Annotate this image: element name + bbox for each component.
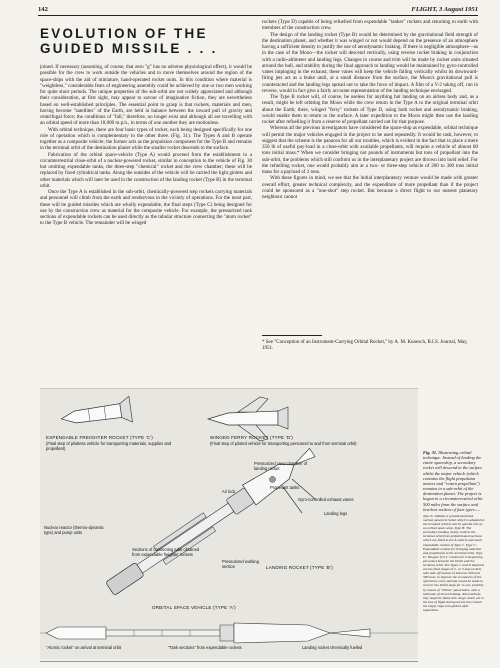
- landing-legs-label: Landing legs: [324, 511, 348, 516]
- figure-caption: [423, 450, 485, 612]
- connecting-tube-label: Sections of connecting tube obtained from expendable freighter rockets: [132, 547, 200, 558]
- footnote: * See "Conception of an Instrument-Carrying Orbital Rocket," by A. M. Kunesch, B.I.S. Journal, May, 1951.: [262, 340, 468, 352]
- type-d-subtitle: (Final step of piloted vehicle for transporting personnel to and from terminal orbit): [210, 441, 357, 446]
- article-title: [40, 26, 250, 56]
- atomic-rocket-label: "Atomic rocket" on arrival at terminal orbit: [46, 645, 122, 650]
- crew-chamber-label: Pressurized crew chamber of landing rocket: [254, 461, 308, 472]
- column-2: [262, 19, 478, 334]
- figure-31: [40, 388, 418, 659]
- rocket-drawing: [40, 389, 418, 659]
- page-number: 142: [38, 6, 48, 13]
- journal-header: FLIGHT, 3 August 1951: [411, 6, 478, 13]
- header-rule: [38, 15, 478, 16]
- pressurized-working-label: Pressurized working section: [222, 559, 259, 570]
- footnote-rule: [262, 335, 322, 336]
- nuclear-reactor-label: Nuclear reactor (thermo-dynamic type) and pump units: [44, 525, 104, 536]
- type-c-rocket: [60, 396, 133, 431]
- figure-caption-types: Type A: Initially a ground-launched nuclear-powered rocket which is adapted in the terminal orbit to suit its special role as an orbital space-ship. Type B: The secondary landing rocket, built in the terminal orbit from prefabricated sections which are fitted to the A vehicle and small expendable rockets of Type C. Type C: Expendable rockets for bringing material and propellants to the terminal orbit. Type D: Winged "ferry" rockets for transporting personnel between the Earth and the terminal orbit. The Types C and D depicted are the final stages of 2- or 3-step rockets with take-off masses of between 200 and 300 tons; to improve the economics of the operation, every attempt would be made to recover the initial steps for re-use, possibly by means of "ribbon" parachutes, with a minimum of thrust braking. Alternatively, they might be fitted with wings which act in the line of flight during ascent but convert the empty steps into gliders after separation.: [423, 513, 485, 613]
- col2-paragraph: The design of the landing rocket (Type B) would be determined by the gravitational field strength of the destination planet, and whether it was winged or not would depend on the presence of an atmosphere having a sufficient density to justify the use of aerodynamic braking. If there is negligible atmosphere—as in the case of the Moon—the rocket will descend vertically, using reverse rocket braking in conjunction with a radio-altimeter and landing legs. Changes in course and trim will be made by rocket units situated around the hull, and stability during the final approach to landing would be maintained by gyro-controlled vanes impinging in the exhaust; these vanes will keep the vehicle falling vertically whilst its downward-firing jets act as a brake until, at a small distance from the surface, the Moon's gravitational pull is counteracted and the landing legs spread out to take the force of impact. A film of a V-2 taking off, run in reverse, would in fact give a fairly accurate representation of the landing technique envisaged.: [262, 31, 478, 94]
- col2-paragraph: With these figures in mind, we see that the initial interplanetary venture would be made with greater overall effort, greater technical complexity, and the expenditure of more propellant than if the project could be sponsored as a "one-shot" step rocket. But because a direct flight to our nearest planetary neighbour cannot: [262, 175, 478, 200]
- propellant-tanks-label: Propellant tanks: [270, 485, 300, 490]
- col1-paragraph: Fabrication of the orbital space-vehicle (Type A) would proceed from the establishment in a circumterrestrial close-orbit of a nuclear-powered rocket, similar in conception to the vehicle of Fig. 30 but omitting expendable tanks, the three-step "chemical" rocket and the crew chamber; these will be replaced by fixed cylindrical tanks. Along the outsides of the vehicle will be carried the light girders and other materials which will later be used in the construction of the landing rocket (Type B) in the terminal orbit.: [40, 151, 252, 189]
- landing-rocket-title: LANDING ROCKET (TYPE 'B'): [266, 565, 333, 570]
- figure-number: Fig. 31.: [423, 450, 438, 455]
- col2-paragraph: Whereas all the previous investigators have considered the space-ship as expendable, orbital technique will permit the major vehicles engaged in the project to be used repeatedly. It would be rash, however, to suggest that the scheme is the panacea for all our troubles, which is evident in the fact that to place a mere 350 lb of useful pay-load in a close-orbit with available propellants, will require a vehicle of almost 80 tons initial mass.* When we consider bringing not pounds of instruments but tons of propellant into the sub-orbit, the problems which still confront us in the interplanetary project are thrown into bold relief. For the refuelling rocket, one would probably aim at a two- or three-step vehicle of 200 to 300 tons initial mass for a payload of 2 tons.: [262, 125, 478, 175]
- column-1: [40, 64, 252, 364]
- type-c-subtitle: (Final step of pilotless vehicle for transporting materials, supplies and propellant): [46, 441, 172, 452]
- col1-paragraph: With orbital technique, there are four basic types of rocket, each being designed specifically for one role of operation which is complementary to the other three. (Fig. 31). The Types A and B operate together as a composite vehicle; the former acts as the propulsion component for the Type B and remains in the terminal orbit of the destination planet while the smaller rocket descends to the surface.: [40, 126, 252, 152]
- type-c-title: EXPENDABLE FREIGHTER ROCKET (TYPE 'C'): [46, 435, 154, 440]
- type-d-title: WINGED FERRY ROCKET (TYPE 'D'): [210, 435, 293, 440]
- gyro-vanes-label: Gyro-controlled exhaust vanes: [298, 497, 354, 502]
- landing-chemically-label: Landing rocket chemically fuelled: [302, 645, 363, 650]
- title-line-2: GUIDED MISSILE . . .: [40, 41, 218, 56]
- orbital-vehicle-title: ORBITAL SPACE VEHICLE (TYPE 'A'): [152, 605, 236, 610]
- figure-bottom-rule: [40, 661, 418, 662]
- col2-paragraph: The Type B rocket will, of course, be useless for anything but landing on an airless body and, as a result, might be left orbiting the Moon while the crew return in the Type A to the original terminal orbit about the Earth; there, winged "ferry" rockets of Type D, using both rocket and aerodynamic braking, would enable them to return to the surface. A later expedition to the Moon might then use the landing rocket after refuelling it from a reserve of propellant carried out for that purpose.: [262, 94, 478, 125]
- orbital-vehicle-strip: [40, 623, 418, 643]
- air-lock-label: Air lock: [222, 489, 236, 494]
- figure-caption-text: Illustrating orbital technique. Instead of landing the entire spaceship, a secondary rocket will descend to the surface whilst the major vehicle (which contains the flight propulsion motors and "return propellant") remains in a sub-orbit of the destination planet. The project is begun in a circumterrestrial orbit 500 miles from the surface and involves rockets of four types:—: [423, 450, 483, 512]
- col1-paragraph: joined. If necessary (assuming, of course, that zero "g" has no adverse physiological effect), it would be possible for the crew to work outside the vehicles and to move themselves around the region of the space-ships with the aid of miniature, hand-operated rocket units. In this condition where material is "weightless," considerable feats of engineering assembly could be achieved by one or two men working for quite short periods. The unique properties of the sub-orbit are not widely appreciated and although their consideration, at first sight, may appear to savour of imaginative fiction, they are nevertheless based on well-established principles. The essential point to grasp is that rockets, materials and men, having become "satellites" of the Earth, are held in balance between the inward pull of gravity and centrifugal force; the conditions of "fall," therefore, no longer exist and although all are travelling with an orbital speed of more than 18,000 m.p.h., in terms of one another they are motionless.: [40, 64, 252, 127]
- tank-sections-label: "Tank sections" from expendable rockets: [168, 645, 242, 650]
- col2-paragraph: rockets (Type D) capable of being refuelled from expendable "tanker" rockets and returning to earth with members of the construction crew.: [262, 19, 478, 32]
- col1-paragraph: Once the Type A is established in the sub-orbit, chemically-powered step rockets carrying materials and personnel will climb from the earth and rendezvous in the vicinity of operations. For the most part, these will be guided missiles which are wholly expendable, the final steps (Type C) being designed for use by the construction crew as material for the composite vehicle. For example, the pressurized tank sections of expendable rockets can be used directly as the tubular structure connecting the "atom rocket" to the Type B vehicle. The remainder will be winged: [40, 189, 252, 227]
- title-line-1: EVOLUTION OF THE: [40, 26, 208, 41]
